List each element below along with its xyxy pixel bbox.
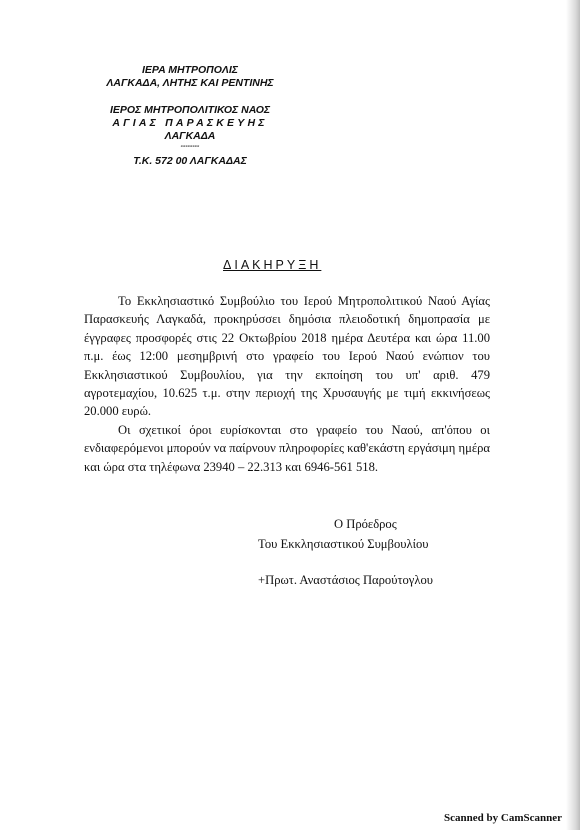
paragraph-1: Το Εκκλησιαστικό Συμβούλιο του Ιερού Μητροπολιτικού Ναού Αγίας Παρασκευής Λαγκαδά, προκηρύσσει δημόσια πλειοδοτική δημοπρασία με έγγραφες προσφορές στις 22 Οκτωβρίου 2018 ημέρα Δευτέρα και ώρα 11.00 π.μ. έως 12:00 μεσημβρινή στο γραφείο του Ιερού Ναού ενώπιον του Εκκλησιαστικού Συμβουλίου, για την εκποίηση του υπ' αριθ. 479 αγροτεμαχίου, 10.625 τ.μ. στην περιοχή της Χρυσαυγής με τιμή εκκινήσεως 20.000 ευρώ. bbox=[84, 294, 490, 419]
metropolis-block bbox=[95, 64, 285, 90]
page-edge-shadow bbox=[566, 0, 580, 830]
letterhead bbox=[95, 64, 285, 178]
signature-name: +Πρωτ. Αναστάσιος Παρούτογλου bbox=[258, 573, 434, 587]
signature-role: Ο Πρόεδρος bbox=[334, 517, 397, 531]
header-line-4: ΑΓΙΑΣ ΠΑΡΑΣΚΕΥΗΣ bbox=[112, 117, 268, 129]
header-line-3: ΙΕΡΟΣ ΜΗΤΡΟΠΟΛΙΤΙΚΟΣ ΝΑΟΣ bbox=[109, 104, 271, 116]
scanner-watermark: Scanned by CamScanner bbox=[444, 812, 562, 824]
header-line-5: ΛΑΓΚΑΔΑ bbox=[164, 130, 216, 142]
paragraph-2: Οι σχετικοί όροι ευρίσκονται στο γραφείο του Ναού, απ'όπου οι ενδιαφερόμενοι μπορούν να παίρνουν πληροφορίες καθ'εκάστη εργάσιμη ημέρα και ώρα στα τηλέφωνα 23940 – 22.313 και 6946-561 518. bbox=[84, 422, 490, 474]
document-body bbox=[84, 292, 490, 476]
header-line-2: ΛΑΓΚΑΔΑ, ΛΗΤΗΣ ΚΑΙ ΡΕΝΤΙΝΗΣ bbox=[106, 77, 274, 89]
header-divider: -------- bbox=[180, 143, 200, 150]
church-block bbox=[95, 104, 285, 168]
document-title: ΔΙΑΚΗΡΥΞΗ bbox=[223, 258, 322, 272]
signature-body: Του Εκκλησιαστικού Συμβουλίου bbox=[258, 537, 429, 551]
header-postal-code: Τ.Κ. 572 00 ΛΑΓΚΑΔΑΣ bbox=[133, 155, 247, 167]
header-line-1: ΙΕΡΑ ΜΗΤΡΟΠΟΛΙΣ bbox=[142, 64, 238, 76]
